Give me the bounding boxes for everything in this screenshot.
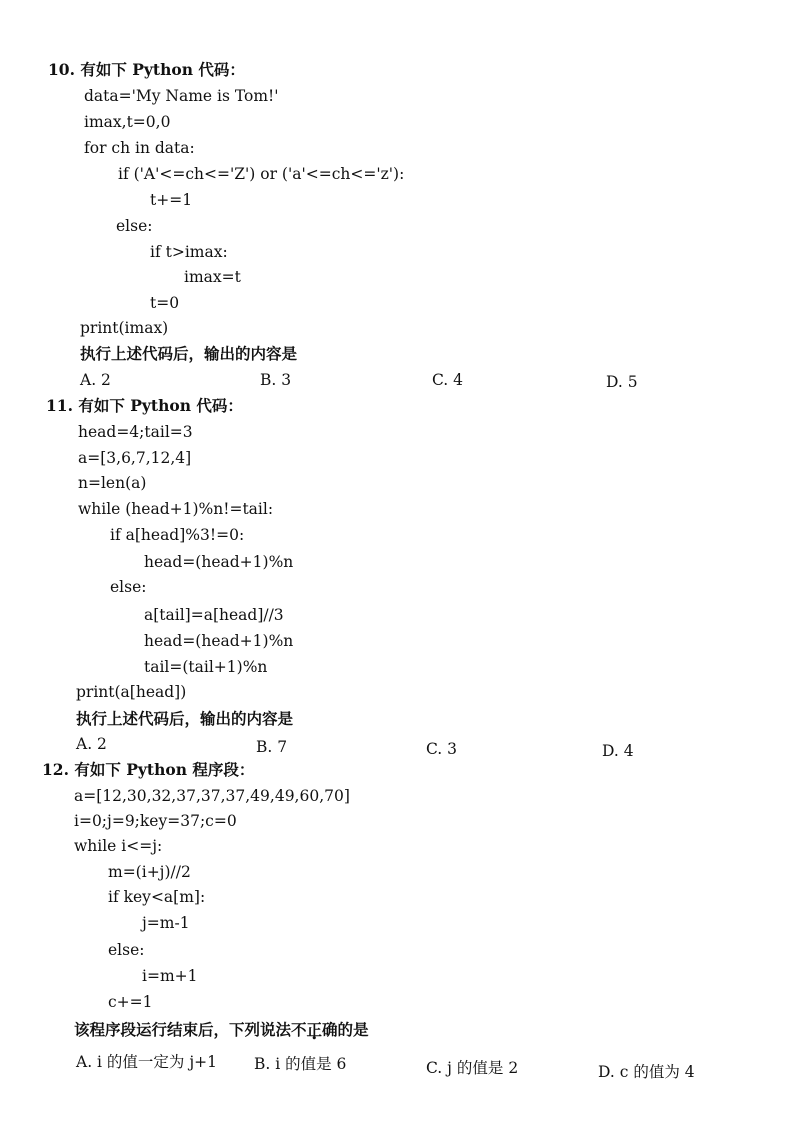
option-d[interactable]: D. 5 <box>606 373 638 391</box>
option-c[interactable]: C. j 的值是 2 <box>426 1059 519 1077</box>
option-c[interactable]: C. 3 <box>426 740 458 758</box>
option-d[interactable]: D. c 的值为 4 <box>598 1063 695 1081</box>
prompt-text: 该程序段运行结束后，下列说法 <box>74 1020 292 1039</box>
code-line: a=[3,6,7,12,4] <box>78 449 192 467</box>
code-line: while i<=j: <box>74 837 163 855</box>
code-line: print(imax) <box>80 319 169 337</box>
code-line: imax=t <box>184 268 241 286</box>
option-b[interactable]: B. i 的值是 6 <box>254 1055 347 1073</box>
option-d[interactable]: D. 4 <box>602 742 634 760</box>
prompt-text: 的是 <box>337 1020 369 1039</box>
code-line: if t>imax: <box>150 243 228 261</box>
code-line: m=(i+j)//2 <box>108 863 191 881</box>
code-line: while (head+1)%n!=tail: <box>78 500 274 518</box>
code-line: a=[12,30,32,37,37,37,49,49,60,70] <box>74 787 350 805</box>
option-a[interactable]: A. i 的值一定为 j+1 <box>76 1053 218 1071</box>
code-line: head=4;tail=3 <box>78 423 193 441</box>
code-line: i=m+1 <box>142 967 198 985</box>
question-12-header: 12. 有如下 Python 程序段： <box>42 760 255 779</box>
question-prompt: 执行上述代码后，输出的内容是 <box>76 709 294 728</box>
code-line: c+=1 <box>108 993 153 1011</box>
code-line: if a[head]%3!=0: <box>110 526 245 544</box>
option-c[interactable]: C. 4 <box>432 371 464 389</box>
option-b[interactable]: B. 7 <box>256 738 288 756</box>
code-line: print(a[head]) <box>76 683 187 701</box>
question-11-header: 11. 有如下 Python 代码： <box>46 396 243 415</box>
question-prompt <box>74 1020 369 1040</box>
option-a[interactable]: A. 2 <box>76 735 107 753</box>
code-line: else: <box>116 217 153 235</box>
code-line: head=(head+1)%n <box>144 553 294 571</box>
code-line: i=0;j=9;key=37;c=0 <box>74 812 237 830</box>
code-line: n=len(a) <box>78 474 147 492</box>
question-prompt: 执行上述代码后，输出的内容是 <box>80 344 298 363</box>
option-b[interactable]: B. 3 <box>260 371 292 389</box>
code-line: data='My Name is Tom!' <box>84 87 279 105</box>
option-a[interactable]: A. 2 <box>80 371 111 389</box>
code-line: if ('A'<=ch<='Z') or ('a'<=ch<='z'): <box>118 165 405 183</box>
code-line: else: <box>108 941 145 959</box>
emphasized-text: 不正确 <box>291 1020 338 1039</box>
code-line: t=0 <box>150 294 180 312</box>
code-line: t+=1 <box>150 191 193 209</box>
code-line: j=m-1 <box>142 914 190 932</box>
question-10-header: 10. 有如下 Python 代码： <box>48 60 245 79</box>
code-line: if key<a[m]: <box>108 888 206 906</box>
code-line: else: <box>110 578 147 596</box>
code-line: tail=(tail+1)%n <box>144 658 268 676</box>
code-line: imax,t=0,0 <box>84 113 171 131</box>
code-line: for ch in data: <box>84 139 195 157</box>
code-line: a[tail]=a[head]//3 <box>144 606 284 624</box>
code-line: head=(head+1)%n <box>144 632 294 650</box>
